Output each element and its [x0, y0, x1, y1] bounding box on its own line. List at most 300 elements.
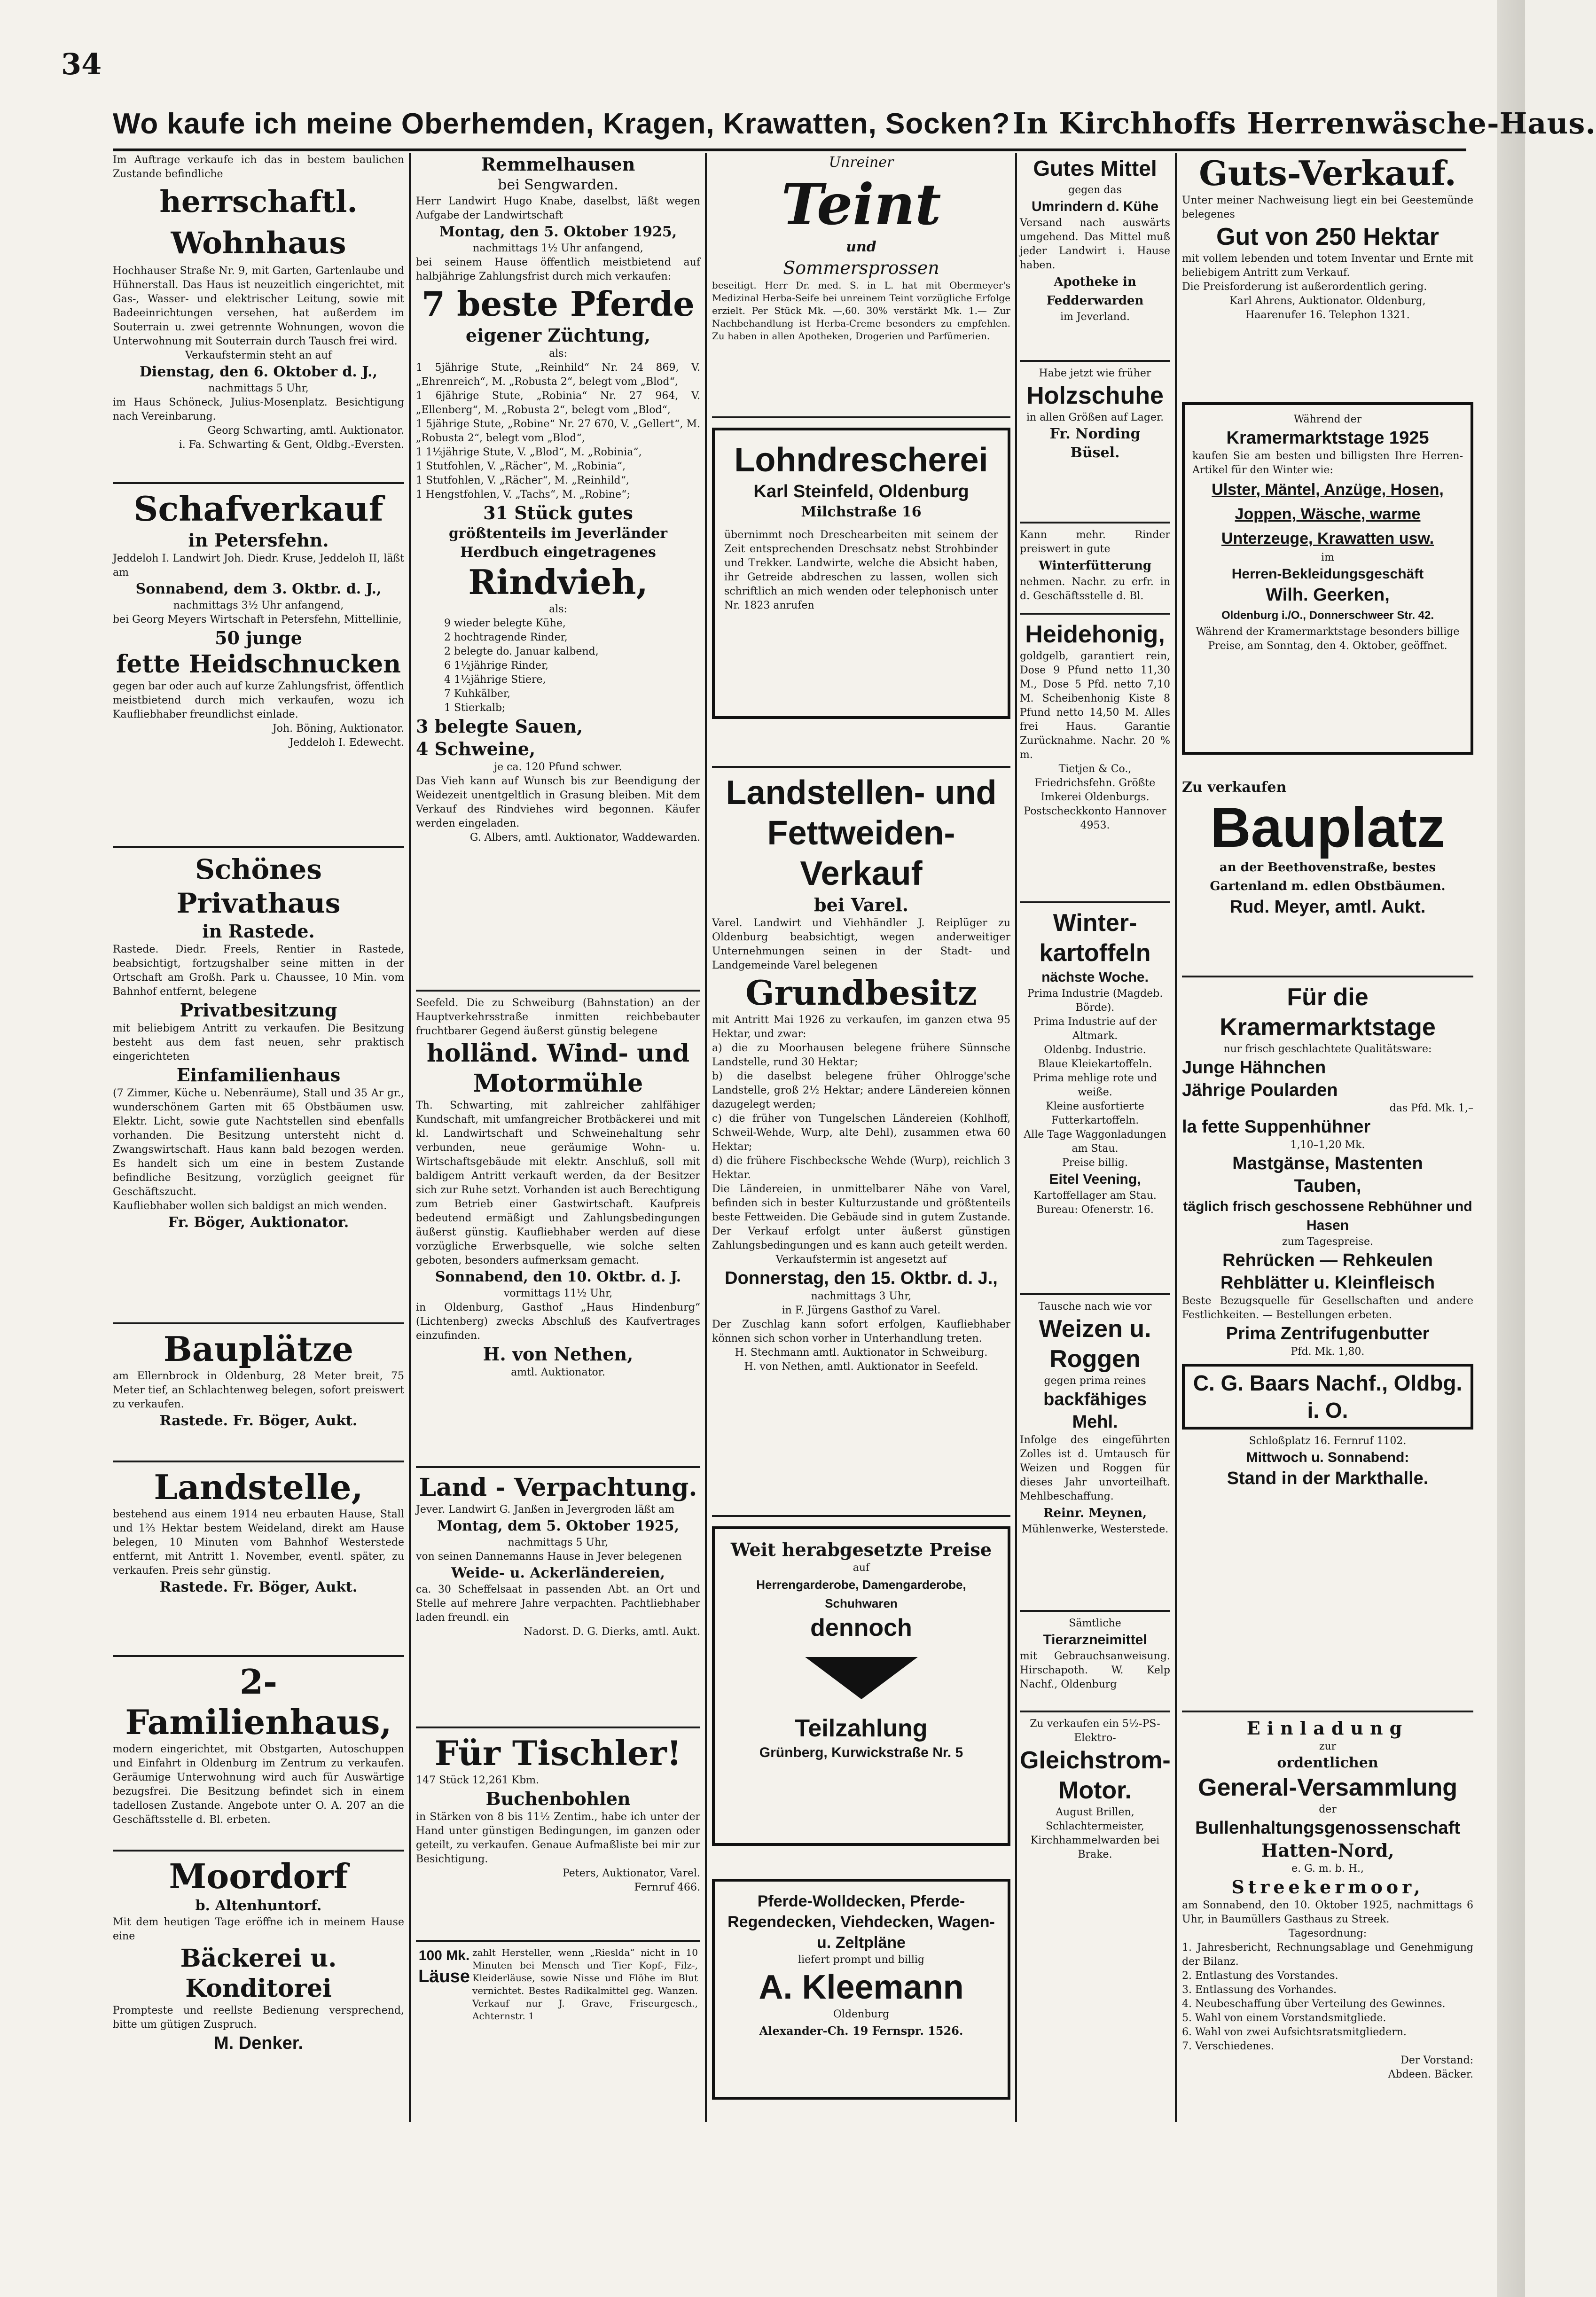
ad-place: in Petersfehn.	[188, 530, 329, 551]
ad-body: Zu verkaufen ein 5½-PS-Elektro-	[1030, 1718, 1160, 1744]
ad-divider	[416, 1727, 700, 1728]
ad-title: Remmelhausen	[481, 154, 635, 175]
ad-privathaus	[113, 848, 404, 1322]
ad-subtitle: Buchenbohlen	[485, 1788, 631, 1809]
ad-heidehonig	[1020, 615, 1170, 901]
ad-signature: amtl. Auktionator.	[511, 1367, 605, 1378]
ad-body: mit Gebrauchsanweisung. Hirschapoth. W. Kelp Nachf., Oldenburg	[1020, 1650, 1170, 1690]
ad-signature: Apotheke in	[1054, 275, 1136, 289]
ad-divider	[1020, 1293, 1170, 1295]
ad-company: A. Kleemann	[759, 1969, 964, 2006]
ad-body: nehmen. Nachr. zu erfr. in d. Geschäftsstelle d. Bl.	[1020, 576, 1170, 602]
ad-terms: gegen bar oder auch auf kurze Zahlungsfrist, öffentlich meistbietend durch mich verkaufen, wozu ich Kaufliebhaber freundlichst einlade.	[113, 680, 404, 720]
ad-body: kaufen Sie am besten und billigsten Ihre Herren-Artikel für den Winter wie:	[1192, 450, 1463, 476]
ad-price: zum Tagespreise.	[1282, 1236, 1374, 1248]
ad-signature: Georg Schwarting, amtl. Auktionator.	[207, 425, 404, 437]
ad-body: Rastede. Diedr. Freels, Rentier in Rastede, beabsichtigt, fortzugshalber seine mitten in der Ortschaft am Großh. Park u. Chaussee, 10 Min. vom Bahnhof entfernt, belegene	[113, 944, 404, 998]
ad-divider	[113, 1461, 404, 1462]
ad-items: Herrengarderobe, Damengarderobe, Schuhwaren	[756, 1578, 966, 1610]
ad-date: Sonnabend, den 10. Oktbr. d. J.	[435, 1269, 681, 1285]
ad-bauplaetze	[113, 1324, 404, 1461]
ad-bauplatz	[1182, 773, 1473, 976]
ad-line: im	[1321, 552, 1334, 563]
ad-body: Th. Schwarting, mit zahlreicher zahlfähiger Kundschaft, mit umfangreicher Brotbäckerei und mit kl. Landwirtschaft und Schweinehaltung sehr verbunden, neue geräumige Wohn- u. Wirtschaftsgebäude mit elektr. Anschluß, soll mit baldigem Antritt verkauft werden, da der Besitzer sich zur Ruhe setzt. Vorhanden ist auch Berechtigung zum Betrieb einer Gastwirtschaft. Kaufpreis bedeutend ermäßigt und Zahlungsbedingungen äußerst günstig. Kaufliebhaber werden auf diese vorzügliche Erwerbsquelle, wie solche selten geboten, besonders aufmerksam gemacht.	[416, 1100, 700, 1266]
list-item: d) die frühere Fischbecksche Wehde (Wurp), reichlich 3 Hektar.	[712, 1155, 1010, 1181]
ad-signature: Karl Ahrens, Auktionator. Oldenburg,	[1229, 295, 1426, 307]
ad-place: Hatten-Nord,	[1261, 1840, 1394, 1861]
list-item: 1 5jährige Stute, „Robine“ Nr. 27 670, V. „Gellert“, M. „Robusta 2“, belegt vom „Blod“,	[416, 418, 700, 444]
banner-question: Wo kaufe ich meine Oberhemden, Kragen, Krawatten, Socken?	[113, 108, 1010, 140]
ad-price: 100 Mk.	[418, 1948, 470, 1963]
ad-address: Oldenburg i./O., Donnerschweer Str. 42.	[1221, 609, 1434, 622]
list-item: 1 Stutfohlen, V. „Rächer“, M. „Robinia“,	[416, 461, 626, 472]
ad-signature: H. Stechmann amtl. Auktionator in Schweiburg.	[735, 1347, 988, 1359]
ad-place: b. Altenhuntorf.	[195, 1898, 322, 1914]
ad-body: übernimmt noch Dreschearbeiten mit seinem der Zeit entsprechenden Dreschsatz nebst Strohbinder und Trekker. Landwirte, welche die Absicht haben, ihr Getreide abdreschen zu lassen, wollen sich schriftlich an mich wenden oder telephonisch unter Nr. 1823 anrufen	[724, 529, 998, 611]
ad-stand: Stand in der Markthalle.	[1227, 1469, 1429, 1488]
ad-signature: Eitel Veening,	[1049, 1172, 1141, 1187]
ad-subtitle: eigener Züchtung,	[465, 325, 651, 346]
ad-body: ca. 30 Scheffelsaat in passenden Abt. an Ort und Stelle auf mehrere Jahre verpachten. Pachtliebhaber laden freundl. ein	[416, 1584, 700, 1624]
ad-line: Unreiner	[829, 154, 894, 171]
ad-place: bei Varel.	[814, 894, 908, 915]
ad-body: Die Ländereien, in unmittelbarer Nähe von Varel, befinden sich in bester Kulturzustande und größtenteils beste Fettweiden. Die Gebäude sind in gutem Zustande. Der Verkauf erfolgt unter äußerst günstigen Zahlungsbedingungen und es kann auch geteilt werden.	[712, 1183, 1010, 1251]
ad-divider	[1020, 1610, 1170, 1612]
ad-signature: August Brillen, Schlachtermeister, Kirchhammelwarden bei Brake.	[1030, 1806, 1160, 1860]
column-1	[113, 153, 404, 2122]
ad-signature: G. Albers, amtl. Auktionator, Waddewarden.	[469, 832, 700, 844]
ad-item: la fette Suppenhühner	[1182, 1117, 1371, 1137]
ad-signature: Haarenufer 16. Telephon 1321.	[1245, 309, 1410, 321]
ad-body: gegen prima reines	[1044, 1375, 1146, 1387]
column-5	[1182, 153, 1473, 2122]
ad-divider	[1020, 522, 1170, 523]
property-list	[712, 1041, 1010, 1182]
ad-line: Während der	[1293, 414, 1362, 425]
ad-company-box	[1182, 1364, 1473, 1430]
ad-body: Seefeld. Die zu Schweiburg (Bahnstation) an der Hauptverkehrsstraße inmitten reichbebauter fruchtbarer Gegend äußerst günstig belegene	[416, 997, 700, 1037]
ad-body: beseitigt. Herr Dr. med. S. in L. hat mit Obermeyer's Medizinal Herba-Seife bei unreinem Teint vorzügliche Erfolge erzielt. Per Stück Mk. —,60. 30% verstärkt Mk. 1.— Zur Nachbehandlung ist Herba-Creme besonders zu empfehlen. Zu haben in allen Apotheken, Drogerien und Parfümerien.	[712, 280, 1010, 342]
ad-remmelhausen	[416, 153, 700, 990]
ad-line: Habe jetzt wie früher	[1039, 367, 1151, 379]
ad-landstellen	[712, 768, 1010, 1515]
ad-company: Karl Steinfeld, Oldenburg	[753, 482, 969, 501]
ad-location: bei Georg Meyers Wirtschaft in Petersfehn, Mittellinie,	[113, 614, 402, 625]
ad-headline: General-Versammlung	[1198, 1774, 1457, 1801]
ad-divider	[1020, 1711, 1170, 1712]
ad-winterfuetterung	[1020, 523, 1170, 613]
ad-title: Teint	[781, 172, 941, 238]
ad-body: Jeddeloh I. Landwirt Joh. Diedr. Kruse, Jeddeloh II, läßt am	[113, 553, 404, 578]
ad-breed: größtenteils im Jeverländer Herdbuch eingetragenes	[448, 525, 668, 561]
ad-line: Tausche nach wie vor	[1038, 1301, 1152, 1313]
list-item: 2 belegte do. Januar kalbend,	[444, 646, 599, 657]
ad-address: Bureau: Ofenerstr. 16.	[1036, 1204, 1154, 1216]
ad-subtitle: backfähiges Mehl.	[1043, 1390, 1147, 1432]
ad-item: Tauben,	[1294, 1176, 1361, 1196]
ad-label: als:	[549, 603, 567, 615]
ad-tischler	[416, 1728, 700, 1940]
ad-moordorf	[113, 1852, 404, 2119]
list-item: 2. Entlastung des Vorstandes.	[1182, 1970, 1338, 1982]
ad-items: Ulster, Mäntel, Anzüge, Hosen, Joppen, Wäsche, warme Unterzeuge, Krawatten usw.	[1212, 481, 1444, 547]
list-item: 7. Verschiedenes.	[1182, 2040, 1274, 2052]
ad-line: Zu verkaufen	[1182, 779, 1287, 796]
list-item: 5. Wahl von einem Vorstandsmitgliede.	[1182, 2012, 1386, 2024]
ad-city: Oldenburg	[833, 2008, 890, 2020]
ad-signature: i. Fa. Schwarting & Gent, Oldbg.-Eversten.	[179, 439, 404, 451]
list-item: 4. Neubeschaffung über Verteilung des Gewinnes.	[1182, 1998, 1446, 2010]
ad-signature: Rastede. Fr. Böger, Aukt.	[159, 1413, 358, 1429]
ad-title: Guts-Verkauf.	[1199, 153, 1456, 193]
ad-price: 1,10–1,20 Mk.	[1290, 1139, 1365, 1151]
ad-note: je ca. 120 Pfund schwer.	[494, 761, 622, 773]
ad-title: Bauplätze	[163, 1329, 354, 1369]
ad-headline: 7 beste Pferde	[422, 284, 695, 324]
ad-place: Büsel.	[1070, 445, 1120, 461]
list-item: Blaue Kleiekartoffeln.	[1038, 1058, 1152, 1070]
ad-quantity: 147 Stück 12,261 Kbm.	[416, 1774, 540, 1786]
ad-divider	[712, 416, 1010, 418]
ad-count: 50 junge	[215, 627, 302, 648]
ad-title: Heidehonig,	[1025, 621, 1165, 648]
ad-divider	[113, 1655, 404, 1657]
ad-place: in Rastede.	[202, 921, 315, 942]
ad-item: täglich frisch geschossene Rebhühner und Hasen	[1183, 1199, 1472, 1233]
ad-company: Wilh. Geerken,	[1266, 585, 1390, 605]
ad-time: nachmittags 5 Uhr,	[508, 1537, 609, 1548]
ad-divider	[416, 990, 700, 992]
ad-item: Jährige Poularden	[1182, 1080, 1338, 1100]
ad-subtitle: ordentlichen	[1277, 1755, 1378, 1771]
ad-time: nachmittags 1½ Uhr anfangend,	[473, 242, 643, 254]
ad-title: Pferde-Wolldecken, Pferde-Regendecken, Viehdecken, Wagen- u. Zeltpläne	[728, 1892, 995, 1952]
ad-agenda-title: Tagesordnung:	[1288, 1928, 1367, 1939]
ad-place: bei Sengwarden.	[498, 177, 618, 193]
ad-place: Fedderwarden	[1046, 294, 1144, 308]
list-item: 1 1½jährige Stute, V. „Blod“, M. „Robinia“,	[416, 446, 642, 458]
list-item: 1 6jährige Stute, „Robinia“ Nr. 27 964, V. „Ellenberg“, M. „Robusta 2“, belegt vom „Blod“,	[416, 390, 700, 416]
ad-signature: M. Denker.	[213, 2033, 304, 2053]
ad-date: Dienstag, den 6. Oktober d. J.,	[139, 364, 378, 380]
ad-signature: Abdeen. Bäcker.	[1388, 2069, 1473, 2080]
ad-line: gegen das	[1068, 184, 1122, 196]
ad-address: Milchstraße 16	[801, 504, 922, 520]
list-item: Kleine ausfortierte Futterkartoffeln.	[1046, 1101, 1144, 1126]
ad-line: zur	[1319, 1741, 1337, 1752]
ad-verpachtung	[416, 1468, 700, 1727]
ad-item: Junge Hähnchen	[1182, 1058, 1326, 1078]
ad-divider	[1020, 613, 1170, 615]
ad-intro: Im Auftrage verkaufe ich das in bestem baulichen Zustande befindliche	[113, 154, 404, 180]
ad-title: Lohndrescherei	[734, 441, 988, 479]
ad-line: liefert prompt und billig	[798, 1954, 924, 1966]
ad-title: Weit herabgesetzte Preise	[730, 1539, 992, 1560]
ad-title: Landstelle,	[154, 1467, 363, 1507]
ad-title: Land - Verpachtung.	[419, 1473, 697, 1502]
ad-legal-form: e. G. m. b. H.,	[1291, 1863, 1364, 1875]
ad-holzschuhe	[1020, 362, 1170, 522]
ad-title: Landstellen- und Fettweiden-Verkauf	[726, 774, 997, 892]
ad-title: Gleichstrom-Motor.	[1020, 1747, 1171, 1804]
ad-subtitle: Bäckerei u. Konditorei	[180, 1944, 337, 2003]
ad-body: Hochhauser Straße Nr. 9, mit Garten, Gartenlaube und Hühnerstall. Das Haus ist neuzeitlich eingerichtet, mit Gas-, Wasser- und elektrischer Leitung, sowie mit Badeeinrichtungen versehen, hat außerdem im Souterrain u. zwei getrennte Wohnungen, wovon die Unterwohnung mit Souterrain durch Tausch frei wird.	[113, 265, 404, 347]
ad-location: in F. Jürgens Gasthof zu Varel.	[782, 1305, 941, 1316]
ad-signature: Jeddeloh I. Edewecht.	[289, 737, 404, 749]
ad-body: mit Antritt Mai 1926 zu verkaufen, im ganzen etwa 95 Hektar, und zwar:	[712, 1014, 1010, 1040]
ad-line: Sommersprossen	[783, 258, 939, 278]
ad-title: Für Tischler!	[434, 1733, 682, 1773]
ad-baars	[1182, 977, 1473, 1711]
ad-subtitle: Umrindern d. Kühe	[1031, 199, 1158, 214]
ad-subtitle: Privatbesitzung	[180, 1000, 337, 1021]
column-3	[712, 153, 1010, 2122]
list-item: Preise billig.	[1062, 1157, 1128, 1169]
ad-laeuse	[416, 1942, 700, 2083]
ad-body: Infolge des eingeführten Zolles ist d. Umtausch für Weizen und Roggen für dieses Jahr unvorteilhaft. Mehlbeschaffung.	[1020, 1434, 1170, 1502]
ad-divider	[416, 1466, 700, 1468]
column-2	[416, 153, 700, 2122]
ad-time: nachmittags 3 Uhr,	[811, 1290, 912, 1302]
ad-subtitle: Grundbesitz	[745, 973, 977, 1013]
ad-item: Rehrücken — Rehkeulen	[1222, 1250, 1433, 1270]
ad-body: in Stärken von 8 bis 11½ Zentim., habe ich unter der Hand unter günstigen Bedingungen, im ganzen oder geteilt, zu verkaufen. Genaue Aufmaßliste bei mir zur Besichtigung.	[416, 1811, 700, 1865]
ad-item: 4 Schweine,	[416, 738, 536, 759]
ad-body: Prompteste und reellste Bedienung versprechend, bitte um gütigen Zuspruch.	[113, 2005, 404, 2031]
list-item: 6 1½jährige Rinder,	[444, 660, 549, 672]
ad-location: Streekermoor,	[1231, 1876, 1424, 1898]
ad-item: Rehblätter u. Kleinfleisch	[1220, 1273, 1435, 1293]
ad-divider	[1020, 901, 1170, 903]
list-item: c) die früher von Tungelschen Ländereien (Kohlhoff, Schweil-Wehde, Wurp, alte Dehl), zusammen etwa 60 Hektar;	[712, 1113, 1010, 1153]
ad-body: Jever. Landwirt G. Janßen in Jevergroden läßt am	[416, 1504, 675, 1516]
ad-title: Moordorf	[169, 1856, 348, 1896]
ad-place: im Jeverland.	[1060, 311, 1130, 323]
ad-line: der	[1319, 1804, 1337, 1815]
ad-date: Montag, dem 5. Oktober 1925,	[437, 1518, 680, 1534]
ad-title: Tierarzneimittel	[1043, 1632, 1147, 1648]
ad-organization: Bullenhaltungsgenossenschaft	[1195, 1818, 1460, 1838]
ad-einladung	[1182, 1712, 1473, 2140]
ad-signature: Rud. Meyer, amtl. Aukt.	[1229, 897, 1426, 917]
ad-signature: Fr. Böger, Auktionator.	[168, 1214, 349, 1231]
ad-gutsverkauf	[1182, 153, 1473, 398]
ad-body: Beste Bezugsquelle für Gesellschaften und andere Festlichkeiten. — Bestellungen erbeten.	[1182, 1295, 1473, 1321]
potato-list	[1020, 987, 1170, 1170]
ad-signature: Tietjen & Co., Friedrichsfehn. Größte Imkerei Oldenburgs. Postscheckkonto Hannover 4953.	[1024, 763, 1166, 831]
column-rule	[705, 153, 707, 2122]
ad-price: Pfd. Mk. 1,80.	[1291, 1346, 1365, 1358]
list-item: 4 1½jährige Stiere,	[444, 674, 546, 686]
list-item: 1 5jährige Stute, „Reinhild“ Nr. 24 869, V. „Ehrenreich“, M. „Robusta 2“, belegt vom „Blod“,	[416, 362, 700, 388]
ad-signature: Kartoffellager am Stau.	[1033, 1190, 1157, 1202]
ad-item: Mastgänse, Mastenten	[1232, 1154, 1423, 1173]
ad-body: Mit dem heutigen Tage eröffne ich in meinem Hause eine	[113, 1916, 404, 1942]
ad-title: holländ. Wind- und Motormühle	[426, 1039, 690, 1098]
ad-lohndrescherei	[712, 418, 1010, 766]
ad-body: Herr Landwirt Hugo Knabe, daselbst, läßt wegen Aufgabe der Landwirtschaft	[416, 195, 700, 221]
ad-herba-seife	[712, 153, 1010, 416]
ad-subtitle: Weide- u. Ackerländereien,	[451, 1565, 665, 1581]
ad-phone: Fernruf 466.	[634, 1882, 700, 1893]
ad-time: nachmittags 3½ Uhr anfangend,	[173, 600, 344, 611]
ad-body: modern eingerichtet, mit Obstgarten, Autoschuppen und Einfahrt in Oldenburg im Zentrum zu verkaufen. Geräumige Unterwohnung wird auch für Auswärtige bezugsfrei. Die Besitzung befindet sich in einem tadellosen Zustande. Angebote unter O. A. 207 an die Geschäftsstelle d. Bl. erbeten.	[113, 1743, 404, 1826]
column-4	[1020, 153, 1170, 2122]
ad-body: am Sonnabend, den 10. Oktober 1925, nachmittags 6 Uhr, in Baumüllers Gasthaus zu Streek.	[1182, 1899, 1473, 1925]
ad-winterkartoffeln	[1020, 903, 1170, 1293]
ad-body: an der Beethovenstraße, bestes Gartenland m. edlen Obstbäumen.	[1210, 860, 1446, 893]
list-item: 7 Kuhkälber,	[444, 688, 510, 700]
ad-divider	[113, 482, 404, 484]
ad-body: Kann mehr. Rinder preiswert in gute	[1020, 529, 1170, 555]
column-rule	[1015, 153, 1017, 2122]
ad-title: herrschaftl. Wohnhaus	[159, 184, 358, 261]
list-item: Prima Industrie (Magdeb. Börde).	[1027, 988, 1163, 1014]
ad-signature-label: Der Vorstand:	[1400, 2055, 1473, 2066]
ad-landstelle	[113, 1462, 404, 1655]
column-rule	[1175, 153, 1177, 2122]
cattle-list	[416, 617, 700, 715]
ad-item: 3 belegte Sauen,	[416, 716, 583, 737]
ad-count: 31 Stück gutes	[483, 502, 633, 523]
list-item: Alle Tage Waggonladungen am Stau.	[1024, 1129, 1166, 1155]
ad-divider	[1182, 976, 1473, 977]
ad-divider	[416, 1940, 700, 1942]
ad-termin: Verkaufstermin steht an auf	[185, 350, 332, 361]
ad-title: Winterfütterung	[1038, 559, 1152, 573]
ad-label: als:	[549, 348, 567, 359]
ad-teilzahlung: Teilzahlung	[795, 1715, 928, 1742]
ad-title: Kramermarktstage 1925	[1226, 428, 1429, 448]
page-number: 34	[61, 47, 102, 81]
ad-gleichstrom-motor	[1020, 1712, 1170, 1905]
ad-signature: Fr. Nording	[1049, 426, 1141, 442]
ad-schafverkauf	[113, 484, 404, 846]
ad-company: C. G. Baars Nachf., Oldbg. i. O.	[1193, 1371, 1463, 1422]
ad-body: am Ellernbrock in Oldenburg, 28 Meter breit, 75 Meter tief, an Schlachtenweg belegen, sofort preiswert zu verkaufen.	[113, 1370, 404, 1410]
list-item: 2 hochtragende Rinder,	[444, 632, 568, 643]
list-item: 1. Jahresbericht, Rechnungsablage und Genehmigung der Bilanz.	[1182, 1942, 1473, 1968]
ad-body: Versand nach auswärts umgehend. Das Mittel muß jeder Landwirt i. Hause haben.	[1020, 217, 1170, 271]
horse-list	[416, 361, 700, 502]
ad-kleemann	[712, 1874, 1010, 2118]
list-item: a) die zu Moorhausen belegene frühere Sünnsche Landstelle, rund 30 Hektar;	[712, 1042, 1010, 1068]
arrow-down-icon	[805, 1657, 918, 1699]
ad-dennoch: dennoch	[810, 1614, 912, 1641]
ad-title: Einladung	[1246, 1718, 1409, 1739]
ad-invitation: Kaufliebhaber wollen sich baldigst an mich wenden.	[113, 1200, 387, 1212]
ad-body: Varel. Landwirt und Viehhändler J. Reiplüger zu Oldenburg beabsichtigt, wegen anderweitiger Unternehmungen seinen in der Stadt- und Landgemeinde Varel belegenen	[712, 917, 1010, 971]
ad-body: von seinen Dannemanns Hause in Jever belegenen	[416, 1551, 682, 1563]
ad-title: Weizen u. Roggen	[1039, 1315, 1151, 1373]
ad-days: Mittwoch u. Sonnabend:	[1246, 1450, 1409, 1465]
ad-title: 2-Familienhaus,	[125, 1662, 392, 1742]
ad-teilzahlung	[712, 1517, 1010, 1874]
ad-body: Das Vieh kann auf Wunsch bis zur Beendigung der Weidezeit unentgeltlich in Grasung bleiben. Mit dem Verkauf des Rindviehes wird begonnen. Käufer werden eingeladen.	[416, 775, 700, 829]
ad-muehle	[416, 992, 700, 1466]
ad-umrindern	[1020, 153, 1170, 360]
ad-subtitle: fette Heidschnucken	[116, 650, 401, 679]
ad-divider	[712, 766, 1010, 768]
ad-line: und	[846, 239, 876, 255]
ad-signature: Mühlenwerke, Westerstede.	[1021, 1524, 1169, 1535]
ad-subtitle: nächste Woche.	[1041, 969, 1149, 985]
ad-body: (7 Zimmer, Küche u. Nebenräume), Stall und 35 Ar gr., wunderschönem Garten mit 65 Obstbäumen usw. Elektr. Licht, sowie gute Nachtstellen sind ebenfalls vorhanden. Die Besitzung untersteht nicht d. Zwangswirtschaft. Haus kann bald bezogen werden. Es handelt sich um eine in bestem Zustande befindliche Besitzung, vorzüglich geeignet für Geschäftszucht.	[113, 1087, 404, 1198]
ad-divider	[113, 1850, 404, 1852]
ad-divider	[1182, 1711, 1473, 1712]
ad-signature: Nadorst. D. G. Dierks, amtl. Aukt.	[524, 1626, 700, 1638]
ad-body: mit vollem lebenden und totem Inventar und Ernte mit beliebigem Antritt zum Verkauf.	[1182, 253, 1473, 279]
ad-line: nur frisch geschlachtete Qualitätsware:	[1223, 1043, 1432, 1055]
ad-subtitle: Einfamilienhaus	[176, 1064, 341, 1086]
ad-signature: Rastede. Fr. Böger, Aukt.	[159, 1579, 358, 1595]
ad-place: im Haus Schöneck, Julius-Mosenplatz. Besichtigung nach Vereinbarung.	[113, 397, 404, 422]
ad-title: Schafverkauf	[133, 489, 383, 529]
ad-body: mit beliebigem Antritt zu verkaufen. Die Besitzung besteht aus dem fast neuen, sehr praktisch eingerichteten	[113, 1023, 404, 1063]
list-item: Oldenbg. Industrie.	[1044, 1044, 1146, 1056]
list-item: b) die daselbst belegene früher Ohlrogge'sche Landstelle, groß 2½ Hektar; andere Ländereien können dazugelegt werden;	[712, 1070, 1010, 1110]
ad-body: zahlt Hersteller, wenn „Rieslda“ nicht in 10 Minuten bei Mensch und Tier Kopf-, Filz-, Kleiderläuse, sowie Nisse und Flöhe im Blut vernichtet. Bestes Radikalmittel geg. Wanzen. Verkauf nur J. Grave, Friseurgesch., Achternstr. 1	[472, 1947, 698, 2022]
ad-price: das Pfd. Mk. 1,–	[1389, 1102, 1473, 1114]
ad-address: Alexander-Ch. 19 Fernspr. 1526.	[759, 2024, 963, 2038]
ad-title: Für die Kramermarktstage	[1220, 984, 1436, 1041]
ad-divider	[712, 1515, 1010, 1517]
list-item: 3. Entlassung des Vorhandes.	[1182, 1984, 1337, 1996]
list-item: 1 Stutfohlen, V. „Rächer“, M. „Reinhild“,	[416, 475, 629, 486]
ad-body: Während der Kramermarktstage besonders billige Preise, am Sonntag, den 4. Oktober, geöffnet.	[1196, 626, 1460, 652]
ad-subtitle: Gut von 250 Hektar	[1216, 223, 1439, 250]
list-item: 1 Stierkalb;	[444, 702, 506, 714]
list-item: 6. Wahl von zwei Aufsichtsratsmitgliedern.	[1182, 2026, 1407, 2038]
ad-divider	[1020, 360, 1170, 362]
ad-title: Bauplatz	[1210, 796, 1446, 859]
ad-signature: Reinr. Meynen,	[1043, 1506, 1147, 1520]
ad-body: bestehend aus einem 1914 neu erbauten Hause, Stall und 1⅔ Hektar bestem Weideland, direkt am Hause belegen, 10 Minuten vom Bahnhof Westerstede entfernt, mit Antritt 1. November, eventl. später, zu verkaufen. Preis sehr günstig.	[113, 1508, 404, 1577]
ad-divider	[113, 846, 404, 848]
page-edge	[1497, 0, 1525, 2297]
ad-termin: Verkaufstermin ist angesetzt auf	[775, 1254, 947, 1266]
column-rule	[409, 153, 411, 2122]
ad-line: Sämtliche	[1069, 1617, 1121, 1629]
ad-body: Unter meiner Nachweisung liegt ein bei Geestemünde belegenes	[1182, 195, 1473, 220]
ad-title: Gutes Mittel	[1033, 156, 1157, 180]
ad-signature: Peters, Auktionator, Varel.	[562, 1867, 700, 1879]
ad-tierarznei	[1020, 1612, 1170, 1711]
list-item: 1 Hengstfohlen, V. „Tachs“, M. „Robine“;	[416, 489, 630, 500]
ad-date: Donnerstag, den 15. Oktbr. d. J.,	[725, 1268, 998, 1288]
agenda-list	[1182, 1941, 1473, 2054]
ad-body: Die Preisforderung ist außerordentlich gering.	[1182, 281, 1427, 293]
ad-title: Schönes Privathaus	[176, 853, 341, 919]
ad-date: Montag, den 5. Oktober 1925,	[439, 224, 677, 240]
ad-date: Sonnabend, dem 3. Oktbr. d. J.,	[135, 581, 382, 597]
ad-divider	[113, 1322, 404, 1324]
ad-herrschaft	[113, 153, 404, 482]
ad-item: Prima Zentrifugenbutter	[1226, 1324, 1430, 1344]
list-item: Prima Industrie auf der Altmark.	[1033, 1016, 1157, 1042]
ad-2-familienhaus	[113, 1657, 404, 1850]
ad-body: in allen Größen auf Lager.	[1026, 412, 1164, 423]
ad-time: vormittags 11½ Uhr,	[503, 1288, 613, 1299]
list-item: 9 wieder belegte Kühe,	[444, 617, 566, 629]
ad-title: Holzschuhe	[1026, 382, 1164, 409]
ad-headline: Rindvieh,	[468, 562, 648, 602]
ad-signature: H. von Nethen, amtl. Auktionator in Seefeld.	[744, 1361, 978, 1373]
ad-address: Schloßplatz 16. Fernruf 1102.	[1249, 1435, 1407, 1447]
ad-signature: Joh. Böning, Auktionator.	[272, 723, 404, 734]
ad-body: goldgelb, garantiert rein, Dose 9 Pfund netto 11,30 M., Dose 5 Pfd. netto 7,10 M. Scheibenhonig Kiste 8 Pfund netto 14,50 M. Alles frei Haus. Garantie Zurücknahme. Nachr. 20 % m.	[1020, 650, 1170, 761]
ad-title: Läuse	[418, 1967, 470, 1986]
